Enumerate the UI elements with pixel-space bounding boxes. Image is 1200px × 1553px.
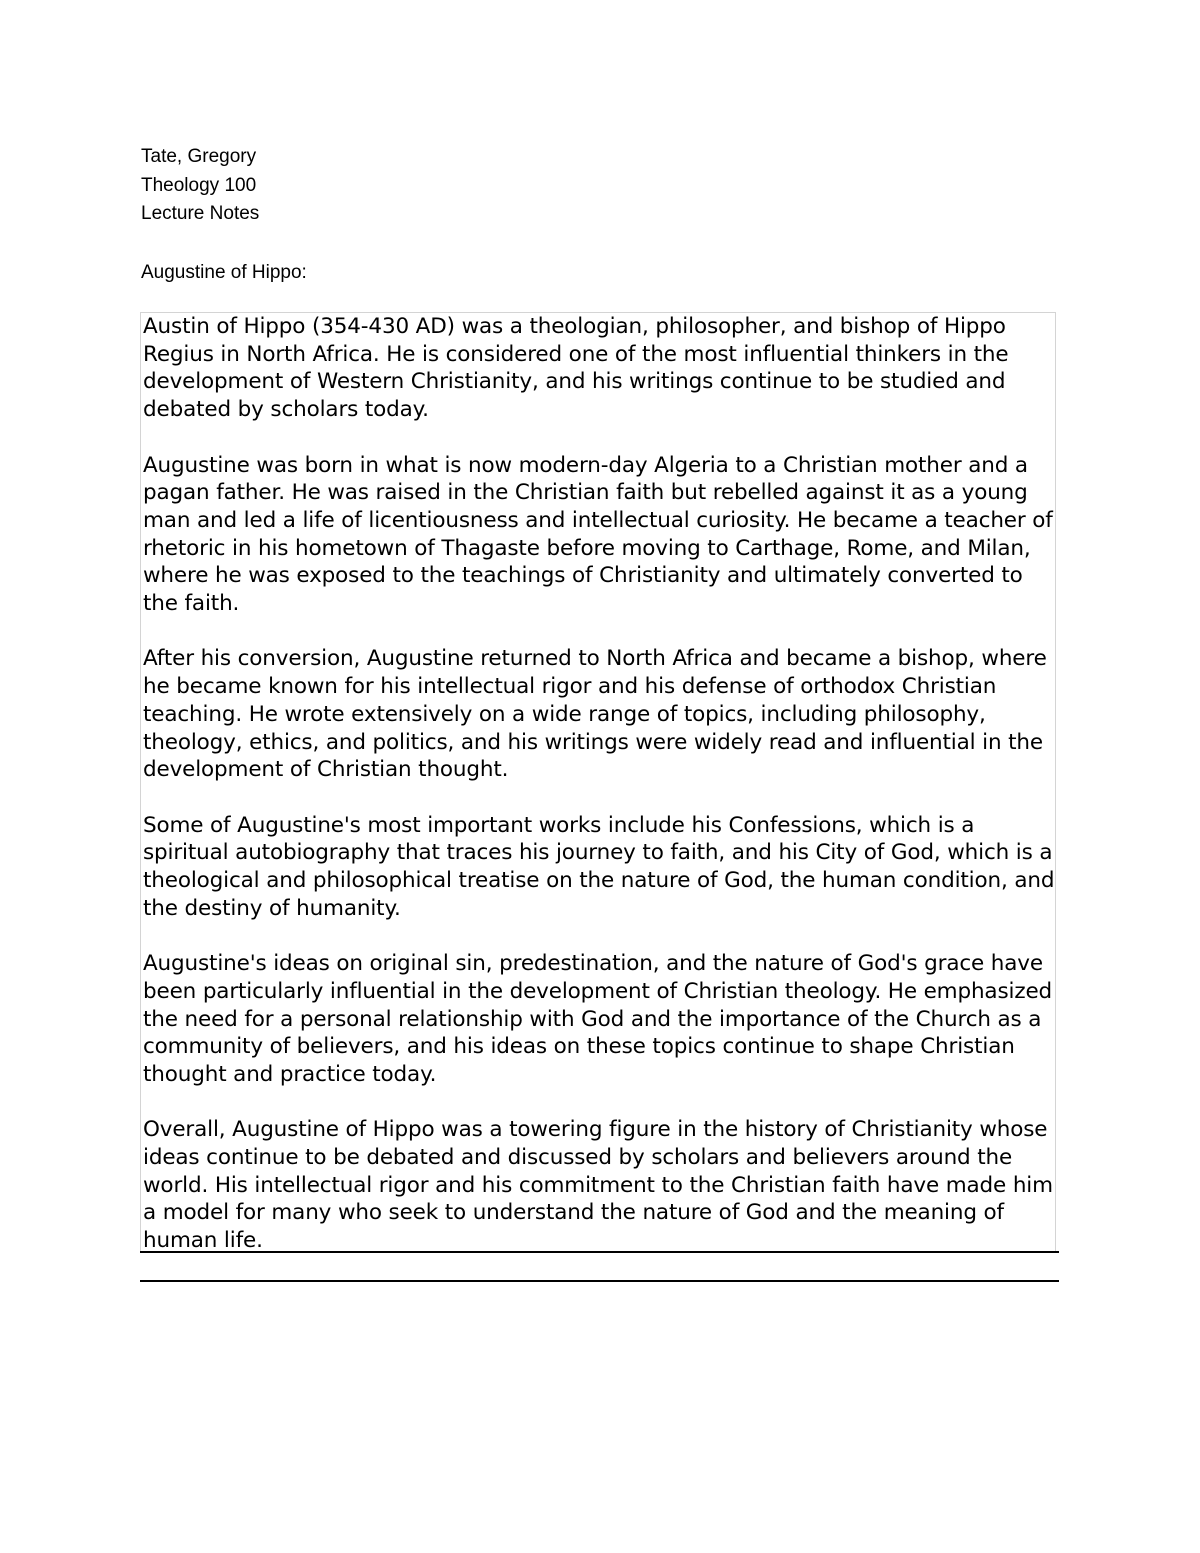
horizontal-rule — [140, 1251, 1059, 1253]
author-name: Tate, Gregory — [141, 146, 257, 167]
document-type: Lecture Notes — [141, 203, 260, 224]
horizontal-rule — [140, 1280, 1059, 1282]
body-text — [143, 313, 1055, 1255]
text-box[interactable] — [140, 312, 1056, 1252]
document-header — [141, 143, 259, 229]
course-name: Theology 100 — [141, 174, 257, 196]
paragraph-ideas: Augustine's ideas on original sin, predestination, and the nature of God's grace have been particularly influential in the development of Christian theology. He emphasized the need for a personal relationship with God and the importance of the Church as a community of believers, and his ideas on these topics continue to shape Christian thought and practice today. — [143, 951, 1053, 1087]
paragraph-works: Some of Augustine's most important works include his Confessions, which is a spiritual autobiography that traces his journey to faith, and his City of God, which is a theological and philosophical treatise on the nature of God, the human condition, and the destiny of humanity. — [143, 812, 1055, 921]
paragraph-conclusion: Overall, Augustine of Hippo was a towering figure in the history of Christianity whose ideas continue to be debated and discussed by scholars and believers around the world. His intellectual rigor and his commitment to the Christian faith have made him a model for many who seek to understand the nature of God and the meaning of human life. — [143, 1117, 1053, 1254]
paragraph-intro: Austin of Hippo (354-430 AD) was a theologian, philosopher, and bishop of Hippo Regius in North Africa. He is considered one of the most influential thinkers in the development of Western Christianity, and his writings continue to be studied and debated by scholars today. — [143, 314, 1009, 423]
section-title: Augustine of Hippo: — [141, 262, 307, 283]
paragraph-early-life: Augustine was born in what is now modern-day Algeria to a Christian mother and a pagan father. He was raised in the Christian faith but rebelled against it as a young man and led a life of licentiousness and intellectual curiosity. He became a teacher of rhetoric in his hometown of Thagaste before moving to Carthage, Rome, and Milan, where he was exposed to the teachings of Christianity and ultimately converted to the faith. — [143, 452, 1053, 617]
paragraph-bishopric: After his conversion, Augustine returned to North Africa and became a bishop, where he became known for his intellectual rigor and his defense of orthodox Christian teaching. He wrote extensively on a wide range of topics, including philosophy, theology, ethics, and politics, and his writings were widely read and influential in the development of Christian thought. — [143, 646, 1047, 783]
